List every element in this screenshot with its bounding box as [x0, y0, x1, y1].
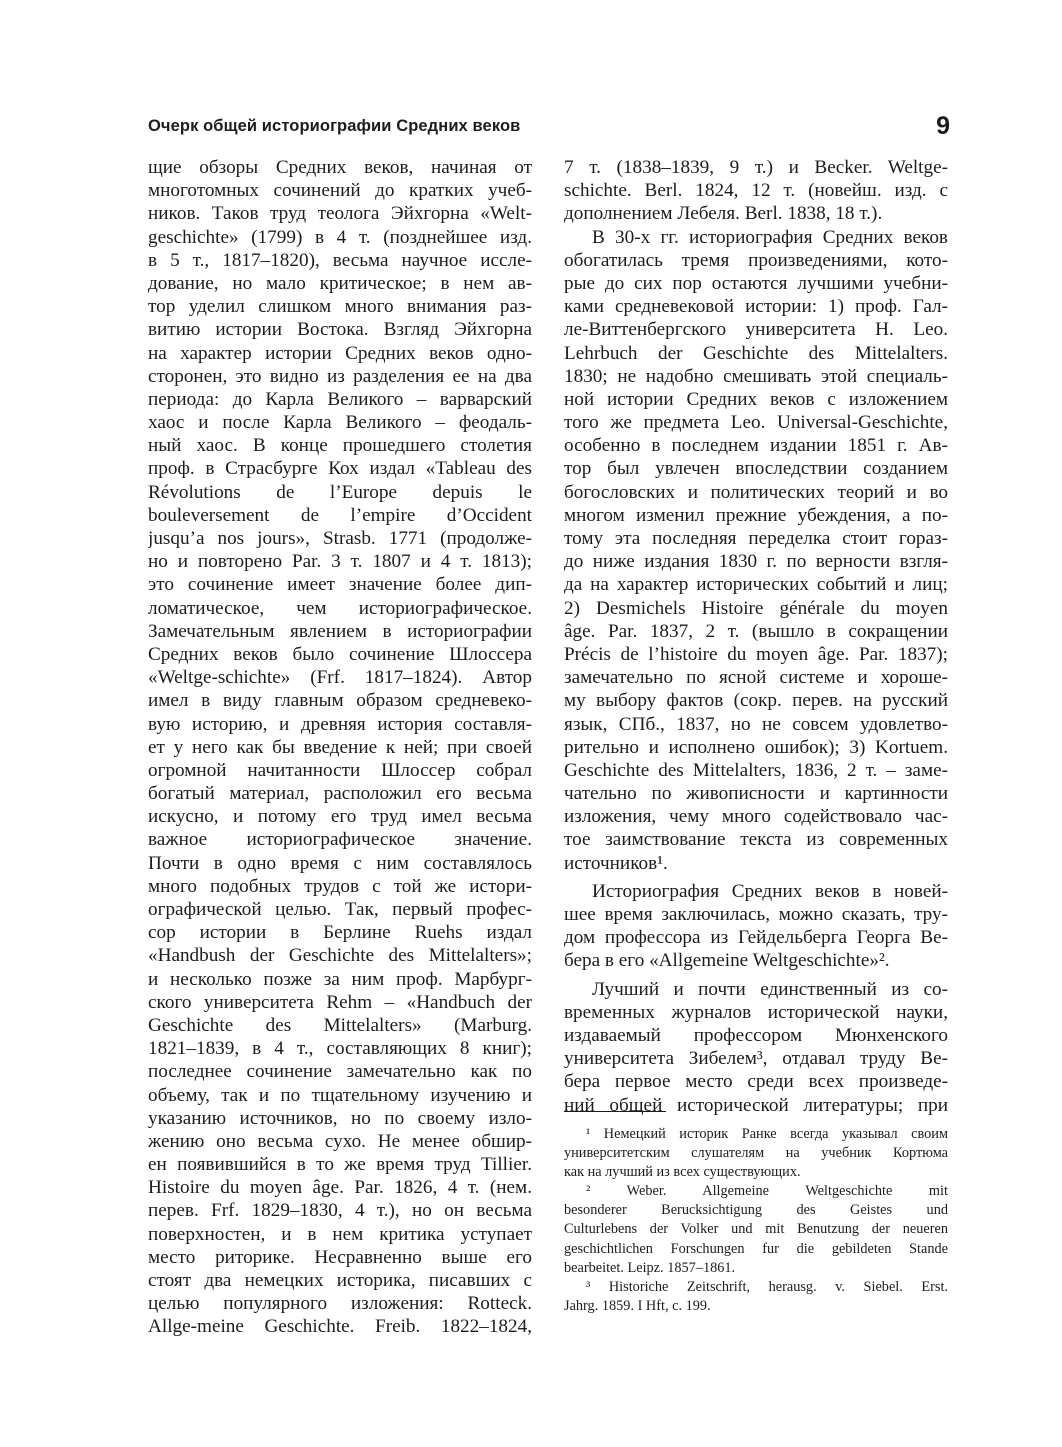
text-line: огромной начитанности Шлоссер собрал	[148, 759, 532, 781]
text-line: того же предмета Leo. Universal-Geschichte,	[564, 412, 948, 434]
text-line: место риторике. Несравненно выше его	[148, 1246, 532, 1268]
text-line: 2) Desmichels Histoire générale du moyen	[564, 597, 948, 619]
text-line: ломатическое, чем историографическое.	[148, 597, 532, 619]
text-line: ками средневековой истории: 1) проф. Гал-	[564, 296, 948, 318]
footnotes	[564, 1125, 948, 1316]
text-line: Лучший и почти единственный из со-	[592, 978, 948, 1000]
text-line: schichte. Berl. 1824, 12 т. (новейш. изд. с	[564, 180, 948, 202]
text-line: замечательно по ясной системе и хороше-	[564, 667, 948, 689]
text-line: объему, так и по тщательному изучению и	[148, 1084, 532, 1106]
text-line: ной истории Средних веков с изложением	[564, 388, 948, 410]
text-line: богословских и политических теорий и во	[564, 481, 948, 503]
text-line: шее время заключилась, можно сказать, тру-	[564, 904, 948, 925]
text-line: «Handbush der Geschichte des Mittelalters»;	[148, 945, 532, 967]
text-line: Allge-meine Geschichte. Freib. 1822–1824,	[148, 1316, 532, 1338]
footnote-line: как на лучший из всех существующих.	[564, 1164, 801, 1181]
text-line: язык, СПб., 1837, но не совсем удовлетво-	[564, 713, 948, 735]
text-line: тор уделил слишком много внимания раз-	[148, 296, 532, 318]
text-line: рые до сих пор остаются лучшими учебни-	[564, 272, 948, 294]
text-line: важное историографическое значение.	[148, 829, 532, 851]
text-line: Précis de l’histoire du moyen âge. Par. 1837);	[564, 643, 948, 665]
text-line: многом изменил прежние убеждения, а по-	[564, 504, 948, 526]
footnote-line: bearbeitet. Leipz. 1857–1861.	[564, 1259, 736, 1276]
footnote-line: Culturlebens der Volker und mit Benutzung der neueren	[564, 1221, 948, 1238]
footnote-separator	[564, 1111, 666, 1112]
text-line: богатый материал, расположил его весьма	[148, 783, 532, 805]
text-line: бера первое место среди всех произведе-	[564, 1071, 948, 1093]
text-line: ний общей исторической литературы; при	[564, 1094, 948, 1116]
text-line: университета Зибелем³, отдавал труду Ве-	[564, 1048, 948, 1070]
text-line: сторонен, это видно из разделения ее на два	[148, 365, 532, 387]
text-line: Histoire du moyen âge. Par. 1826, 4 т. (нем.	[148, 1177, 532, 1199]
footnote-line: geschichtlichen Forschungen fur die gebildeten Stande	[564, 1240, 948, 1257]
text-line: Историография Средних веков в новей-	[592, 880, 948, 902]
text-line: последнее сочинение замечательно как по	[148, 1061, 532, 1083]
text-line: Geschichte des Mittelalters» (Marburg.	[148, 1014, 532, 1036]
text-line: изложения, чему много содействовало час-	[564, 806, 948, 828]
text-line: 1830; не надобно смешивать этой специаль-	[564, 365, 948, 387]
text-line: дование, но мало критическое; в нем ав-	[148, 272, 532, 294]
text-line: да на характер исторических событий и лиц;	[564, 574, 948, 596]
text-line: бера в его «Allgemeine Weltgeschichte»².	[564, 950, 890, 972]
text-line: периода: до Карла Великого – варварский	[148, 388, 532, 410]
text-line: рительно и исполнено ошибок); 3) Kortuem.	[564, 736, 948, 758]
text-line: jusqu’a nos jours», Strasb. 1771 (продолже-	[148, 528, 532, 549]
text-line: ный хаос. В конце прошедшего столетия	[148, 435, 532, 457]
footnote-line: ¹ Немецкий историк Ранке всегда указывал своим	[586, 1126, 948, 1142]
text-line: Lehrbuch der Geschichte des Mittelalters.	[564, 342, 948, 364]
text-line: 7 т. (1838–1839, 9 т.) и Becker. Weltge-	[564, 157, 948, 178]
text-line: проф. в Страсбурге Кох издал «Tableau des	[148, 458, 532, 480]
text-line: щие обзоры Средних веков, начиная от	[148, 157, 532, 178]
text-line: источников¹.	[564, 852, 668, 874]
text-line: ет у него как бы введение к ней; при своей	[148, 736, 532, 758]
text-line: Почти в одно время с ним составлялось	[148, 852, 532, 874]
text-line: поверхностен, и в нем критика уступает	[148, 1223, 532, 1245]
text-line: особенно в последнем издании 1851 г. Ав-	[564, 435, 948, 457]
text-line: 1821–1839, в 4 т., составляющих 8 книг);	[148, 1038, 532, 1060]
text-line: и несколько позже за ним проф. Марбург-	[148, 968, 532, 990]
text-line: ского университета Rehm – «Handbuch der	[148, 991, 532, 1013]
text-line: Geschichte des Mittelalters, 1836, 2 т. – заме-	[564, 759, 948, 781]
text-line: дополнением Лебеля. Berl. 1838, 18 т.).	[564, 203, 883, 225]
text-line: чательно по живописности и картинности	[564, 783, 948, 805]
text-line: bouleversement de l’empire d’Occident	[148, 504, 532, 526]
footnote-line: университетским слушателям на учебник Кортюма	[564, 1145, 948, 1162]
text-line: му выбору фактов (сокр. перев. на русский	[564, 690, 948, 712]
text-line: это сочинение имеет значение более дип-	[148, 574, 532, 596]
text-line: до ниже издания 1830 г. по верности взгля-	[564, 551, 948, 573]
text-line: указанию источников, но по своему изло-	[148, 1107, 532, 1129]
text-line: тое заимствование текста из современных	[564, 829, 948, 851]
text-line: хаос и после Карла Великого – феодаль-	[148, 412, 532, 434]
text-line: жению оно весьма сухо. Не менее обшир-	[148, 1130, 532, 1152]
right-text-column	[564, 156, 948, 1117]
text-line: сор истории в Берлине Ruehs издал	[148, 922, 532, 944]
footnote-line: besonderer Berucksichtigung des Geistes und	[564, 1202, 948, 1219]
text-line: стоят два немецких историка, писавших с	[148, 1270, 532, 1291]
text-line: обогатилась тремя произведениями, кото-	[564, 249, 948, 271]
text-line: целью популярного изложения: Rotteck.	[148, 1293, 532, 1315]
text-line: ле-Виттенбергского университета H. Leo.	[564, 319, 948, 341]
footnote-line: ² Weber. Allgemeine Weltgeschichte mit	[586, 1183, 948, 1200]
text-line: временных журналов исторической науки,	[564, 1001, 948, 1023]
text-line: перев. Frf. 1829–1830, 4 т.), но он весьма	[148, 1200, 532, 1222]
text-line: витию истории Востока. Взгляд Эйхгорна	[148, 319, 532, 341]
running-title: Очерк общей историографии Средних веков	[148, 117, 521, 135]
text-line: ен появившийся в то же время труд Tillier.	[148, 1154, 532, 1176]
text-line: тор был увлечен впоследствии созданием	[564, 458, 948, 480]
text-line: «Weltge-schichte» (Frf. 1817–1824). Автор	[148, 667, 532, 689]
page-number: 9	[936, 112, 950, 140]
footnote-line: Jahrg. 1859. I Hft, c. 199.	[564, 1297, 711, 1314]
text-line: имел в виду главным образом средневеко-	[148, 690, 532, 712]
text-line: в 5 т., 1817–1820), весьма научное иссле-	[148, 249, 532, 271]
text-line: geschichte» (1799) в 4 т. (позднейшее изд.	[148, 226, 532, 248]
text-line: много подобных трудов с той же истори-	[148, 875, 532, 897]
text-line: В 30-х гг. историография Средних веков	[592, 226, 948, 248]
footnote-line: ³ Historiche Zeitschrift, herausg. v. Siebel. Erst.	[586, 1278, 948, 1295]
text-line: Замечательным явлением в историографии	[148, 620, 532, 642]
left-text-column	[148, 156, 532, 1339]
text-line: на характер истории Средних веков одно-	[148, 342, 532, 364]
text-line: но и повторено Par. 3 т. 1807 и 4 т. 1813);	[148, 551, 532, 573]
text-line: Средних веков было сочинение Шлоссера	[148, 643, 532, 665]
text-line: ников. Таков труд теолога Эйхгорна «Welt-	[148, 203, 532, 225]
text-line: ографической целью. Так, первый профес-	[148, 899, 532, 920]
text-line: тому эта последняя переделка стоит гораз-	[564, 528, 948, 549]
text-line: искусно, и потому его труд имел весьма	[148, 806, 532, 828]
text-line: вую историю, и древняя история составля-	[148, 713, 532, 735]
text-line: âge. Par. 1837, 2 т. (вышло в сокращении	[564, 620, 948, 642]
text-line: многотомных сочинений до кратких учеб-	[148, 180, 532, 202]
text-line: Révolutions de l’Europe depuis le	[148, 481, 532, 503]
text-line: издаваемый профессором Мюнхенского	[564, 1024, 948, 1046]
text-line: дом профессора из Гейдельберга Георга Ве-	[564, 927, 948, 949]
